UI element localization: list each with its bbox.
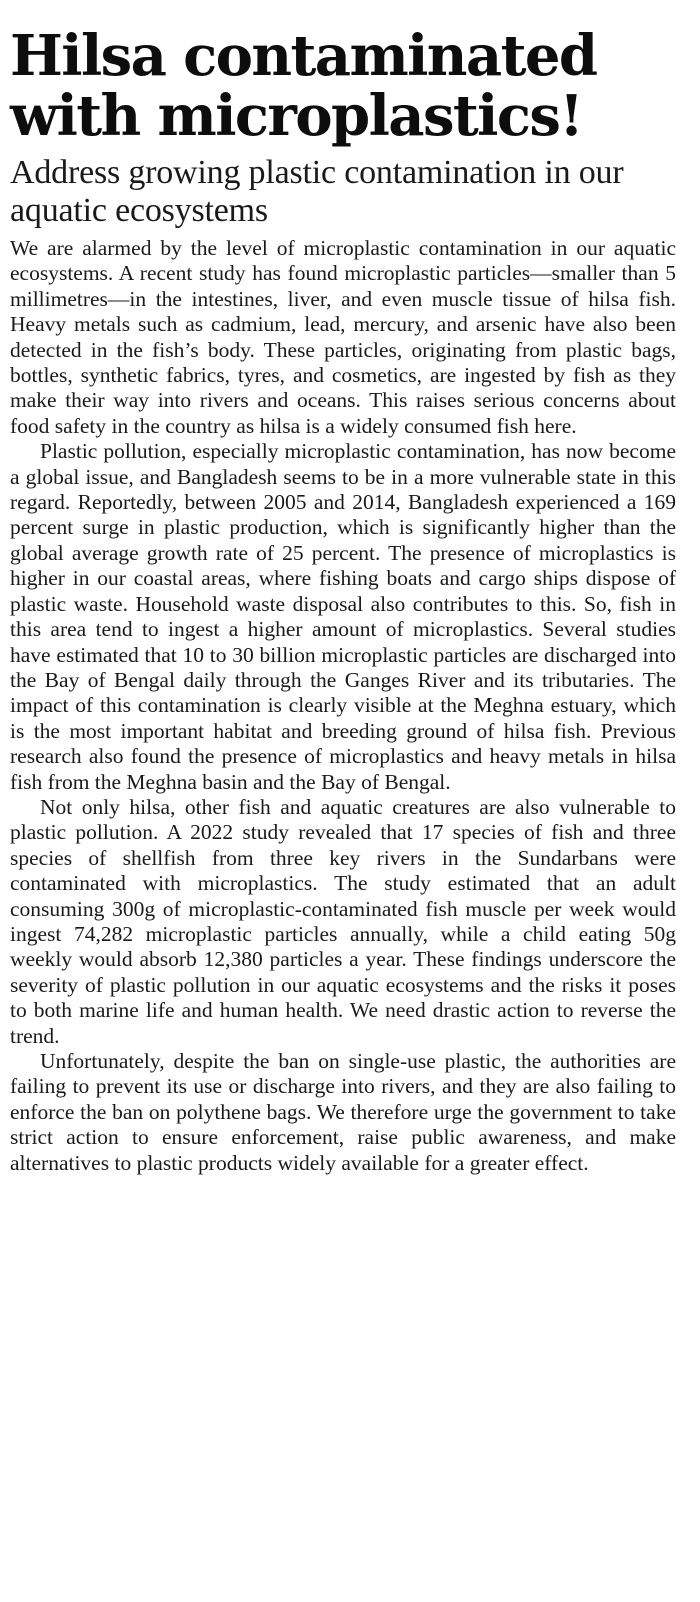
article-body (10, 236, 676, 1176)
subheadline: Address growing plastic contamination in our aquatic ecosystems (10, 154, 624, 229)
paragraph-1: We are alarmed by the level of microplastic contamination in our aquatic ecosystems. A recent study has found microplastic particles—smaller than 5 millimetres—in the intestines, liver, and even muscle tissue of hilsa fish. Heavy metals such as cadmium, lead, mercury, and arsenic have also been detected in the fish’s body. These particles, originating from plastic bags, bottles, synthetic fabrics, tyres, and cosmetics, are ingested by fish as they make their way into rivers and oceans. This raises serious concerns about food safety in the country as hilsa is a widely consumed fish here. (10, 236, 676, 438)
paragraph-4: Unfortunately, despite the ban on single-use plastic, the authorities are failing to prevent its use or discharge into rivers, and they are also failing to enforce the ban on polythene bags. We therefore urge the government to take strict action to ensure enforcement, raise public awareness, and make alternatives to plastic products widely available for a greater effect. (10, 1049, 676, 1175)
headline: Hilsa contaminated with microplastics! (10, 23, 597, 149)
paragraph-2: Plastic pollution, especially microplastic contamination, has now become a global issue, and Bangladesh seems to be in a more vulnerable state in this regard. Reportedly, between 2005 and 2014, Bangladesh experienced a 169 percent surge in plastic production, which is significantly higher than the global average growth rate of 25 percent. The presence of microplastics is higher in our coastal areas, where fishing boats and cargo ships dispose of plastic waste. Household waste disposal also contributes to this. So, fish in this area tend to ingest a higher amount of microplastics. Several studies have estimated that 10 to 30 billion microplastic particles are discharged into the Bay of Bengal daily through the Ganges River and its tributaries. The impact of this contamination is clearly visible at the Meghna estuary, which is the most important habitat and breeding ground of hilsa fish. Previous research also found the presence of microplastics and heavy metals in hilsa fish from the Meghna basin and the Bay of Bengal. (10, 439, 676, 794)
paragraph-3: Not only hilsa, other fish and aquatic creatures are also vulnerable to plastic pollution. A 2022 study revealed that 17 species of fish and three species of shellfish from three key rivers in the Sundarbans were contaminated with microplastics. The study estimated that an adult consuming 300g of microplastic-contaminated fish muscle per week would ingest 74,282 microplastic particles annually, while a child eating 50g weekly would absorb 12,380 particles a year. These findings underscore the severity of plastic pollution in our aquatic ecosystems and the risks it poses to both marine life and human health. We need drastic action to reverse the trend. (10, 794, 676, 1048)
